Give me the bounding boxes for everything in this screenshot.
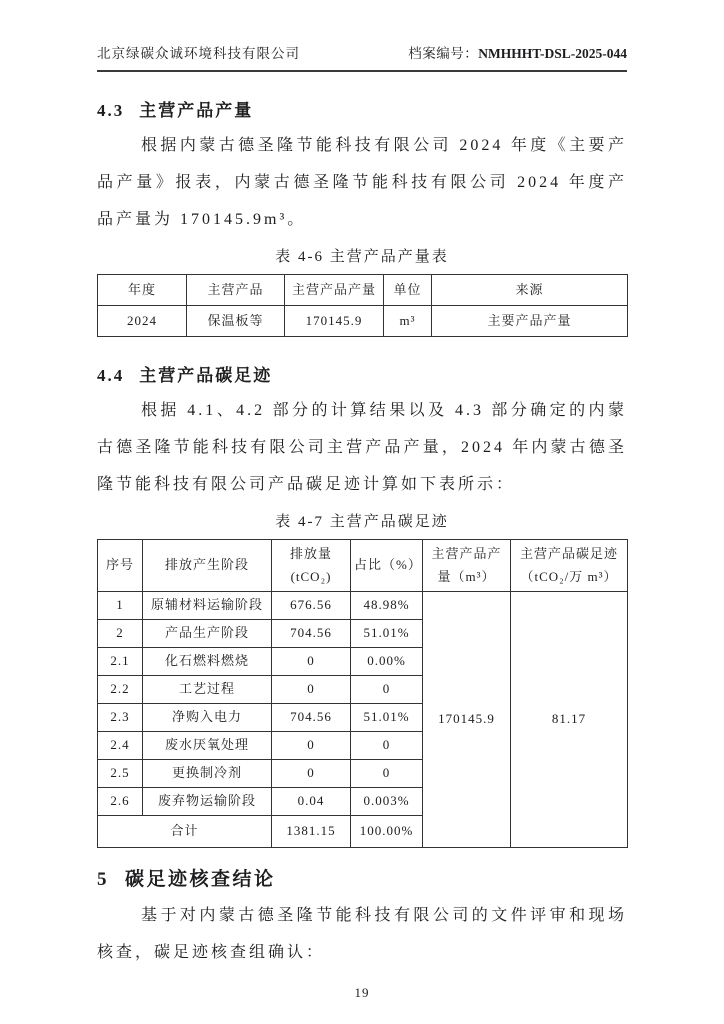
section-title: 主营产品碳足迹 <box>139 366 273 385</box>
section-heading-5 <box>97 864 627 891</box>
cell-emission: 704.56 <box>272 704 351 732</box>
section-heading-4-3 <box>97 96 627 121</box>
column-header-main-product: 主营产品 <box>187 275 285 306</box>
cell-stage: 工艺过程 <box>143 676 272 704</box>
table-header-row <box>98 275 628 306</box>
column-header-output: 主营产品产量 <box>285 275 384 306</box>
column-header-footprint: 主营产品碳足迹（tCO₂/万 m³） <box>511 540 628 592</box>
cell-stage: 更换制冷剂 <box>143 760 272 788</box>
section-number: 4.4 <box>97 366 125 385</box>
section-heading-4-4 <box>97 361 627 386</box>
column-header-index: 序号 <box>98 540 143 592</box>
table-4-6-caption: 表 4-6 主营产品产量表 <box>275 249 449 265</box>
column-header-output: 主营产品产量（m³） <box>423 540 511 592</box>
cell-index: 1 <box>98 592 143 620</box>
archive-number-value: NMHHHT-DSL-2025-044 <box>478 46 627 61</box>
cell-share: 0 <box>351 732 423 760</box>
cell-share: 0.00% <box>351 648 423 676</box>
archive-number-label: 档案编号： <box>408 46 479 61</box>
cell-total-share: 100.00% <box>351 816 423 848</box>
section-4-3-paragraph: 根据内蒙古德圣隆节能科技有限公司 2024 年度《主要产品产量》报表，内蒙古德圣隆节能科技有限公司 2024 年度产品产量为 170145.9m³。 <box>97 137 627 228</box>
company-name: 北京绿碳众诚环境科技有限公司 <box>97 46 300 61</box>
cell-share: 51.01% <box>351 620 423 648</box>
cell-emission: 676.56 <box>272 592 351 620</box>
table-header-row <box>98 540 628 592</box>
page-header <box>97 42 627 72</box>
cell-stage: 废水厌氧处理 <box>143 732 272 760</box>
cell-main-product: 保温板等 <box>187 306 285 337</box>
cell-emission: 0.04 <box>272 788 351 816</box>
cell-stage: 化石燃料燃烧 <box>143 648 272 676</box>
table-row <box>98 306 628 337</box>
cell-stage: 净购入电力 <box>143 704 272 732</box>
cell-index: 2.4 <box>98 732 143 760</box>
cell-stage: 产品生产阶段 <box>143 620 272 648</box>
cell-year: 2024 <box>98 306 187 337</box>
column-header-unit: 单位 <box>384 275 432 306</box>
cell-emission: 0 <box>272 760 351 788</box>
column-header-year: 年度 <box>98 275 187 306</box>
section-number: 5 <box>97 869 109 890</box>
cell-stage: 废弃物运输阶段 <box>143 788 272 816</box>
cell-share: 48.98% <box>351 592 423 620</box>
column-header-stage: 排放产生阶段 <box>143 540 272 592</box>
cell-share: 51.01% <box>351 704 423 732</box>
cell-output: 170145.9 <box>285 306 384 337</box>
table-row <box>98 592 628 620</box>
section-title: 主营产品产量 <box>139 101 254 120</box>
cell-share: 0 <box>351 760 423 788</box>
cell-emission: 0 <box>272 648 351 676</box>
cell-total-label: 合计 <box>98 816 272 848</box>
carbon-footprint-table <box>97 539 628 848</box>
product-output-table <box>97 274 628 337</box>
column-header-emission: 排放量 (tCO₂) <box>272 540 351 592</box>
cell-share: 0.003% <box>351 788 423 816</box>
cell-output-merged: 170145.9 <box>423 592 511 848</box>
cell-index: 2.6 <box>98 788 143 816</box>
section-5-paragraph: 基于对内蒙古德圣隆节能科技有限公司的文件评审和现场核查，碳足迹核查组确认： <box>97 907 627 961</box>
section-number: 4.3 <box>97 101 125 120</box>
cell-index: 2.5 <box>98 760 143 788</box>
cell-unit: m³ <box>384 306 432 337</box>
section-title: 碳足迹核查结论 <box>125 869 276 890</box>
cell-share: 0 <box>351 676 423 704</box>
cell-index: 2 <box>98 620 143 648</box>
cell-emission: 0 <box>272 732 351 760</box>
cell-index: 2.1 <box>98 648 143 676</box>
cell-total-emission: 1381.15 <box>272 816 351 848</box>
cell-source: 主要产品产量 <box>432 306 628 337</box>
cell-stage: 原辅材料运输阶段 <box>143 592 272 620</box>
page-number: 19 <box>354 985 370 1000</box>
cell-emission: 704.56 <box>272 620 351 648</box>
cell-footprint-merged: 81.17 <box>511 592 628 848</box>
cell-index: 2.3 <box>98 704 143 732</box>
column-header-share: 占比（%） <box>351 540 423 592</box>
archive-number <box>408 42 627 62</box>
cell-emission: 0 <box>272 676 351 704</box>
table-4-7-caption: 表 4-7 主营产品碳足迹 <box>275 514 449 530</box>
column-header-source: 来源 <box>432 275 628 306</box>
section-4-4-paragraph: 根据 4.1、4.2 部分的计算结果以及 4.3 部分确定的内蒙古德圣隆节能科技有限公司主营产品产量，2024 年内蒙古德圣隆节能科技有限公司产品碳足迹计算如下表所示： <box>97 402 627 493</box>
cell-index: 2.2 <box>98 676 143 704</box>
